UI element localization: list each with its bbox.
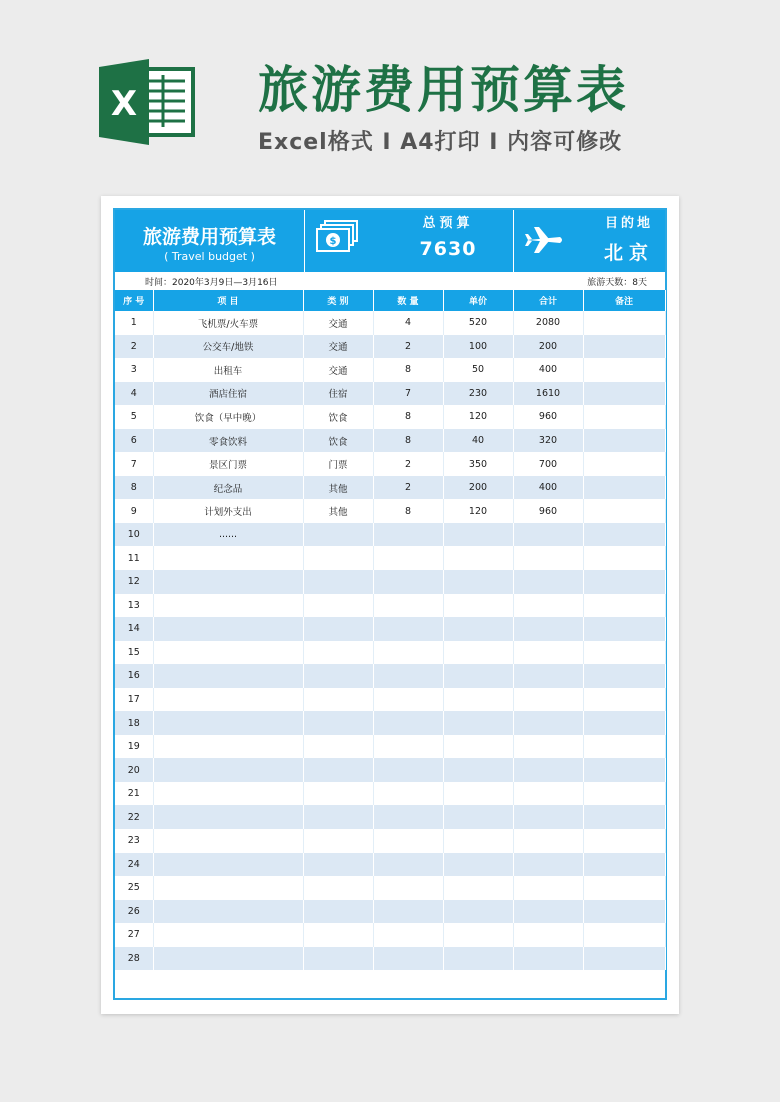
cell-total[interactable]: 200 bbox=[513, 335, 583, 359]
destination-value[interactable]: 北京 bbox=[603, 242, 654, 264]
cell-category[interactable] bbox=[303, 594, 373, 618]
cell-unit-price[interactable] bbox=[443, 570, 513, 594]
table-row bbox=[115, 617, 665, 641]
table-row bbox=[115, 688, 665, 712]
cell-category[interactable] bbox=[303, 546, 373, 570]
budget-table bbox=[115, 290, 666, 970]
cell-no[interactable]: 21 bbox=[115, 782, 153, 806]
banner-subtitle: Excel格式 I A4打印 I 内容可修改 bbox=[258, 130, 623, 155]
table-row bbox=[115, 570, 665, 594]
cell-category[interactable]: 饮食 bbox=[303, 405, 373, 429]
cell-total[interactable] bbox=[513, 570, 583, 594]
cell-no[interactable]: 13 bbox=[115, 594, 153, 618]
cell-unit-price[interactable] bbox=[443, 523, 513, 547]
cell-no[interactable]: 8 bbox=[115, 476, 153, 500]
col-header-total: 合计 bbox=[513, 290, 583, 311]
cell-total[interactable]: 2080 bbox=[513, 311, 583, 335]
table-row bbox=[115, 758, 665, 782]
cell-category[interactable]: 交通 bbox=[303, 335, 373, 359]
money-icon bbox=[315, 219, 359, 255]
table-row bbox=[115, 429, 665, 453]
cell-total[interactable] bbox=[513, 523, 583, 547]
cell-total[interactable] bbox=[513, 641, 583, 665]
cell-unit-price[interactable] bbox=[443, 829, 513, 853]
cell-no[interactable]: 11 bbox=[115, 546, 153, 570]
cell-item[interactable]: 纪念品 bbox=[153, 476, 303, 500]
cell-item[interactable]: 飞机票/火车票 bbox=[153, 311, 303, 335]
table-header-row bbox=[115, 290, 665, 311]
cell-unit-price[interactable]: 40 bbox=[443, 429, 513, 453]
cell-item[interactable]: 景区门票 bbox=[153, 452, 303, 476]
cell-unit-price[interactable] bbox=[443, 546, 513, 570]
cell-qty[interactable] bbox=[373, 594, 443, 618]
cell-category[interactable] bbox=[303, 570, 373, 594]
table-row bbox=[115, 829, 665, 853]
cell-item[interactable]: 出租车 bbox=[153, 358, 303, 382]
cell-qty[interactable] bbox=[373, 523, 443, 547]
cell-unit-price[interactable] bbox=[443, 617, 513, 641]
col-header-category: 类 别 bbox=[303, 290, 373, 311]
cell-qty[interactable] bbox=[373, 758, 443, 782]
cell-category[interactable] bbox=[303, 735, 373, 759]
cell-category[interactable]: 饮食 bbox=[303, 429, 373, 453]
cell-item[interactable]: 酒店住宿 bbox=[153, 382, 303, 406]
cell-category[interactable] bbox=[303, 876, 373, 900]
table-row bbox=[115, 782, 665, 806]
cell-notes[interactable] bbox=[583, 735, 665, 759]
cell-unit-price[interactable]: 230 bbox=[443, 382, 513, 406]
cell-item[interactable] bbox=[153, 923, 303, 947]
cell-category[interactable] bbox=[303, 523, 373, 547]
cell-notes[interactable] bbox=[583, 782, 665, 806]
cell-notes[interactable] bbox=[583, 594, 665, 618]
cell-no[interactable]: 1 bbox=[115, 311, 153, 335]
cell-unit-price[interactable]: 50 bbox=[443, 358, 513, 382]
table-row bbox=[115, 523, 665, 547]
cell-total[interactable] bbox=[513, 853, 583, 877]
table-row bbox=[115, 382, 665, 406]
cell-no[interactable]: 24 bbox=[115, 853, 153, 877]
sheet-subtitle: ( Travel budget ) bbox=[164, 250, 255, 263]
cell-notes[interactable] bbox=[583, 641, 665, 665]
table-row bbox=[115, 335, 665, 359]
cell-item[interactable] bbox=[153, 853, 303, 877]
cell-total[interactable]: 400 bbox=[513, 476, 583, 500]
cell-notes[interactable] bbox=[583, 664, 665, 688]
cell-category[interactable] bbox=[303, 923, 373, 947]
sheet-title: 旅游费用预算表 bbox=[142, 226, 276, 248]
cell-notes[interactable] bbox=[583, 546, 665, 570]
cell-no[interactable]: 15 bbox=[115, 641, 153, 665]
cell-notes[interactable] bbox=[583, 876, 665, 900]
cell-total[interactable] bbox=[513, 805, 583, 829]
cell-no[interactable]: 2 bbox=[115, 335, 153, 359]
cell-total[interactable] bbox=[513, 829, 583, 853]
cell-qty[interactable]: 2 bbox=[373, 335, 443, 359]
banner-title: 旅游费用预算表 bbox=[258, 61, 629, 119]
cell-notes[interactable] bbox=[583, 853, 665, 877]
cell-notes[interactable] bbox=[583, 947, 665, 971]
cell-total[interactable]: 320 bbox=[513, 429, 583, 453]
cell-total[interactable] bbox=[513, 664, 583, 688]
sheet-title-block bbox=[115, 210, 305, 272]
table-row bbox=[115, 358, 665, 382]
cell-total[interactable] bbox=[513, 876, 583, 900]
cell-qty[interactable] bbox=[373, 853, 443, 877]
cell-notes[interactable] bbox=[583, 476, 665, 500]
col-header-no: 序 号 bbox=[115, 290, 153, 311]
cell-category[interactable] bbox=[303, 641, 373, 665]
cell-item[interactable]: 公交车/地铁 bbox=[153, 335, 303, 359]
cell-item[interactable] bbox=[153, 947, 303, 971]
cell-no[interactable]: 4 bbox=[115, 382, 153, 406]
cell-total[interactable] bbox=[513, 782, 583, 806]
cell-no[interactable]: 27 bbox=[115, 923, 153, 947]
cell-qty[interactable] bbox=[373, 805, 443, 829]
cell-qty[interactable] bbox=[373, 876, 443, 900]
cell-qty[interactable] bbox=[373, 546, 443, 570]
cell-unit-price[interactable]: 120 bbox=[443, 499, 513, 523]
cell-item[interactable] bbox=[153, 758, 303, 782]
col-header-unit-price: 单价 bbox=[443, 290, 513, 311]
cell-item[interactable] bbox=[153, 688, 303, 712]
col-header-qty: 数 量 bbox=[373, 290, 443, 311]
cell-item[interactable] bbox=[153, 617, 303, 641]
excel-logo-icon bbox=[97, 57, 197, 147]
table-row bbox=[115, 711, 665, 735]
cell-total[interactable] bbox=[513, 546, 583, 570]
cell-no[interactable]: 12 bbox=[115, 570, 153, 594]
cell-no[interactable]: 5 bbox=[115, 405, 153, 429]
cell-qty[interactable]: 2 bbox=[373, 476, 443, 500]
cell-unit-price[interactable] bbox=[443, 688, 513, 712]
cell-unit-price[interactable] bbox=[443, 947, 513, 971]
cell-qty[interactable] bbox=[373, 923, 443, 947]
cell-total[interactable] bbox=[513, 923, 583, 947]
cell-qty[interactable] bbox=[373, 688, 443, 712]
cell-no[interactable]: 20 bbox=[115, 758, 153, 782]
cell-category[interactable]: 交通 bbox=[303, 311, 373, 335]
airplane-icon bbox=[524, 223, 564, 257]
cell-category[interactable] bbox=[303, 711, 373, 735]
sheet-frame bbox=[113, 208, 667, 1000]
cell-item[interactable] bbox=[153, 735, 303, 759]
cell-category[interactable] bbox=[303, 782, 373, 806]
cell-total[interactable]: 960 bbox=[513, 499, 583, 523]
cell-category[interactable]: 其他 bbox=[303, 476, 373, 500]
trip-days[interactable]: 旅游天数：8天 bbox=[587, 278, 647, 288]
cell-category[interactable] bbox=[303, 758, 373, 782]
cell-category[interactable] bbox=[303, 688, 373, 712]
cell-total[interactable] bbox=[513, 617, 583, 641]
col-header-notes: 备注 bbox=[583, 290, 665, 311]
cell-item[interactable] bbox=[153, 641, 303, 665]
cell-unit-price[interactable] bbox=[443, 805, 513, 829]
cell-unit-price[interactable] bbox=[443, 900, 513, 924]
cell-no[interactable]: 18 bbox=[115, 711, 153, 735]
table-row bbox=[115, 805, 665, 829]
table-row bbox=[115, 923, 665, 947]
spreadsheet-page bbox=[101, 196, 679, 1014]
cell-item[interactable] bbox=[153, 782, 303, 806]
col-header-item: 项 目 bbox=[153, 290, 303, 311]
cell-notes[interactable] bbox=[583, 335, 665, 359]
cell-notes[interactable] bbox=[583, 688, 665, 712]
cell-no[interactable]: 23 bbox=[115, 829, 153, 853]
cell-unit-price[interactable]: 200 bbox=[443, 476, 513, 500]
cell-no[interactable]: 25 bbox=[115, 876, 153, 900]
cell-notes[interactable] bbox=[583, 311, 665, 335]
cell-no[interactable]: 16 bbox=[115, 664, 153, 688]
cell-item[interactable] bbox=[153, 711, 303, 735]
cell-item[interactable] bbox=[153, 876, 303, 900]
cell-category[interactable] bbox=[303, 947, 373, 971]
cell-category[interactable]: 住宿 bbox=[303, 382, 373, 406]
table-row bbox=[115, 546, 665, 570]
cell-total[interactable]: 1610 bbox=[513, 382, 583, 406]
cell-notes[interactable] bbox=[583, 711, 665, 735]
cell-item[interactable]: 计划外支出 bbox=[153, 499, 303, 523]
cell-total[interactable] bbox=[513, 758, 583, 782]
table-row bbox=[115, 664, 665, 688]
cell-qty[interactable]: 8 bbox=[373, 405, 443, 429]
cell-unit-price[interactable] bbox=[443, 853, 513, 877]
table-row bbox=[115, 876, 665, 900]
cell-total[interactable] bbox=[513, 688, 583, 712]
cell-notes[interactable] bbox=[583, 829, 665, 853]
cell-qty[interactable]: 4 bbox=[373, 311, 443, 335]
cell-item[interactable] bbox=[153, 805, 303, 829]
table-row bbox=[115, 900, 665, 924]
cell-unit-price[interactable] bbox=[443, 782, 513, 806]
cell-notes[interactable] bbox=[583, 382, 665, 406]
cell-total[interactable] bbox=[513, 735, 583, 759]
cell-no[interactable]: 19 bbox=[115, 735, 153, 759]
cell-qty[interactable] bbox=[373, 664, 443, 688]
sheet-header bbox=[115, 210, 665, 272]
table-row bbox=[115, 947, 665, 971]
cell-qty[interactable] bbox=[373, 617, 443, 641]
cell-notes[interactable] bbox=[583, 900, 665, 924]
cell-no[interactable]: 7 bbox=[115, 452, 153, 476]
cell-category[interactable]: 交通 bbox=[303, 358, 373, 382]
table-row bbox=[115, 735, 665, 759]
cell-total[interactable]: 400 bbox=[513, 358, 583, 382]
cell-notes[interactable] bbox=[583, 523, 665, 547]
cell-notes[interactable] bbox=[583, 405, 665, 429]
cell-category[interactable]: 门票 bbox=[303, 452, 373, 476]
cell-qty[interactable]: 8 bbox=[373, 499, 443, 523]
cell-total[interactable] bbox=[513, 900, 583, 924]
cell-item[interactable] bbox=[153, 900, 303, 924]
table-row bbox=[115, 641, 665, 665]
cell-total[interactable]: 960 bbox=[513, 405, 583, 429]
top-banner bbox=[0, 0, 780, 190]
cell-unit-price[interactable] bbox=[443, 758, 513, 782]
budget-value[interactable]: 7630 bbox=[419, 238, 477, 260]
cell-category[interactable] bbox=[303, 617, 373, 641]
budget-block bbox=[305, 210, 514, 272]
cell-unit-price[interactable] bbox=[443, 711, 513, 735]
cell-unit-price[interactable] bbox=[443, 735, 513, 759]
cell-notes[interactable] bbox=[583, 923, 665, 947]
trip-dates[interactable]: 时间：2020年3月9日—3月16日 bbox=[145, 278, 278, 288]
cell-item[interactable] bbox=[153, 664, 303, 688]
table-row bbox=[115, 594, 665, 618]
cell-category[interactable] bbox=[303, 900, 373, 924]
cell-item[interactable] bbox=[153, 570, 303, 594]
cell-unit-price[interactable] bbox=[443, 876, 513, 900]
cell-category[interactable] bbox=[303, 853, 373, 877]
cell-qty[interactable] bbox=[373, 641, 443, 665]
cell-unit-price[interactable]: 100 bbox=[443, 335, 513, 359]
cell-unit-price[interactable] bbox=[443, 594, 513, 618]
table-row bbox=[115, 853, 665, 877]
cell-qty[interactable] bbox=[373, 735, 443, 759]
cell-item[interactable]: 饮食（早中晚） bbox=[153, 405, 303, 429]
cell-unit-price[interactable]: 520 bbox=[443, 311, 513, 335]
cell-notes[interactable] bbox=[583, 805, 665, 829]
cell-no[interactable]: 3 bbox=[115, 358, 153, 382]
trip-info-row bbox=[115, 272, 665, 290]
cell-notes[interactable] bbox=[583, 429, 665, 453]
cell-unit-price[interactable] bbox=[443, 664, 513, 688]
svg-text:$: $ bbox=[329, 236, 337, 247]
cell-no[interactable]: 22 bbox=[115, 805, 153, 829]
cell-category[interactable] bbox=[303, 664, 373, 688]
cell-category[interactable]: 其他 bbox=[303, 499, 373, 523]
cell-unit-price[interactable] bbox=[443, 641, 513, 665]
cell-category[interactable] bbox=[303, 829, 373, 853]
table-row bbox=[115, 452, 665, 476]
cell-qty[interactable]: 8 bbox=[373, 358, 443, 382]
cell-total[interactable] bbox=[513, 594, 583, 618]
cell-no[interactable]: 10 bbox=[115, 523, 153, 547]
cell-notes[interactable] bbox=[583, 358, 665, 382]
cell-total[interactable]: 700 bbox=[513, 452, 583, 476]
cell-qty[interactable]: 8 bbox=[373, 429, 443, 453]
cell-qty[interactable] bbox=[373, 947, 443, 971]
cell-no[interactable]: 28 bbox=[115, 947, 153, 971]
destination-label: 目的地 bbox=[604, 216, 653, 231]
cell-no[interactable]: 6 bbox=[115, 429, 153, 453]
cell-total[interactable] bbox=[513, 947, 583, 971]
cell-qty[interactable] bbox=[373, 900, 443, 924]
cell-qty[interactable]: 2 bbox=[373, 452, 443, 476]
table-row bbox=[115, 476, 665, 500]
cell-total[interactable] bbox=[513, 711, 583, 735]
cell-item[interactable] bbox=[153, 546, 303, 570]
table-row bbox=[115, 311, 665, 335]
cell-no[interactable]: 14 bbox=[115, 617, 153, 641]
cell-no[interactable]: 26 bbox=[115, 900, 153, 924]
cell-qty[interactable] bbox=[373, 829, 443, 853]
cell-notes[interactable] bbox=[583, 617, 665, 641]
cell-notes[interactable] bbox=[583, 452, 665, 476]
cell-category[interactable] bbox=[303, 805, 373, 829]
cell-item[interactable]: ...... bbox=[153, 523, 303, 547]
destination-block bbox=[514, 210, 665, 272]
cell-notes[interactable] bbox=[583, 758, 665, 782]
cell-item[interactable]: 零食饮料 bbox=[153, 429, 303, 453]
cell-unit-price[interactable]: 350 bbox=[443, 452, 513, 476]
cell-unit-price[interactable] bbox=[443, 923, 513, 947]
budget-label: 总预算 bbox=[422, 216, 474, 231]
table-row bbox=[115, 499, 665, 523]
cell-item[interactable] bbox=[153, 594, 303, 618]
cell-notes[interactable] bbox=[583, 499, 665, 523]
cell-unit-price[interactable]: 120 bbox=[443, 405, 513, 429]
cell-qty[interactable] bbox=[373, 570, 443, 594]
cell-item[interactable] bbox=[153, 829, 303, 853]
cell-no[interactable]: 9 bbox=[115, 499, 153, 523]
cell-notes[interactable] bbox=[583, 570, 665, 594]
excel-logo-letter: X bbox=[110, 84, 138, 124]
cell-qty[interactable]: 7 bbox=[373, 382, 443, 406]
table-row bbox=[115, 405, 665, 429]
cell-qty[interactable] bbox=[373, 711, 443, 735]
cell-qty[interactable] bbox=[373, 782, 443, 806]
cell-no[interactable]: 17 bbox=[115, 688, 153, 712]
